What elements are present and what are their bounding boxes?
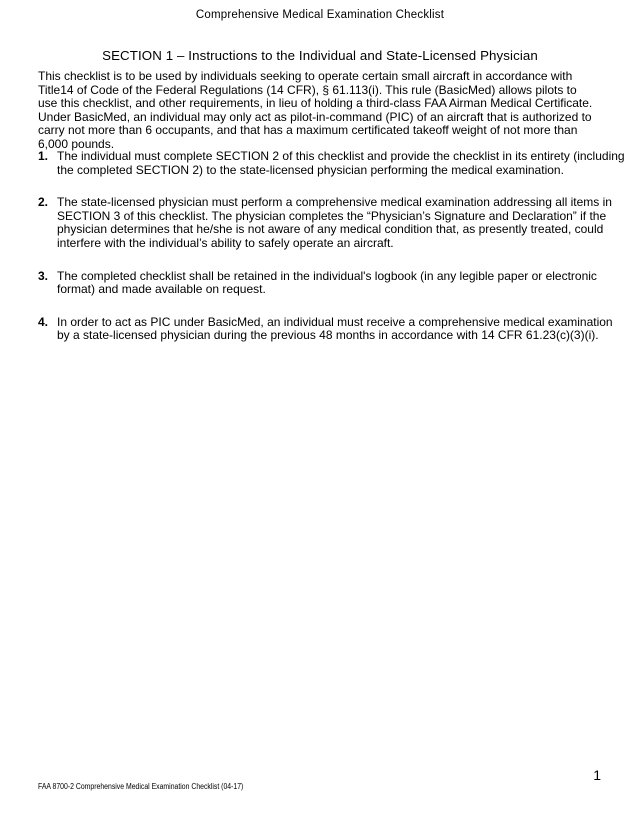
item-line: the completed SECTION 2) to the state-licensed physician performing the medical examination. (57, 162, 564, 177)
instruction-item-3 (38, 270, 608, 297)
intro-line: 6,000 pounds. (38, 136, 115, 151)
instruction-item-4 (38, 314, 613, 343)
instruction-item-2 (38, 195, 612, 250)
running-header: Comprehensive Medical Examination Checklist (195, 9, 445, 21)
item-line: by a state-licensed physician during the previous 48 months in accordance with 14 CFR 61.23(c)(3)(i). (57, 328, 599, 343)
item-line: interfere with the individual’s ability to safely operate an aircraft. (57, 235, 394, 250)
item-line: The state-licensed physician must perform a comprehensive medical examination addressing all items in (57, 195, 612, 210)
item-text (57, 196, 612, 250)
intro-paragraph (38, 69, 593, 152)
item-number: 2. (38, 195, 49, 210)
item-line: physician determines that he/she is not aware of any medical condition that, as presently treated, could (57, 222, 604, 237)
item-line: SECTION 3 of this checklist. The physician completes the “Physician’s Signature and Declaration” if the (57, 208, 607, 223)
item-line: The individual must complete SECTION 2 of this checklist and provide the checklist in its entirety (including (57, 149, 625, 163)
intro-line: This checklist is to be used by individuals seeking to operate certain small aircraft in accordance with (38, 69, 573, 83)
item-text (57, 150, 625, 177)
item-line: format) and made available on request. (57, 282, 266, 297)
intro-line: use this checklist, and other requirements, in lieu of holding a third-class FAA Airman Medical Certificate. (38, 96, 593, 111)
intro-line: Title14 of Code of the Federal Regulations (14 CFR), § 61.113(i). This rule (BasicMed) allows pilots to (38, 82, 577, 97)
form-footer: FAA 8700-2 Comprehensive Medical Examination Checklist (04-17) (38, 782, 244, 791)
instruction-list (38, 149, 625, 362)
intro-line: carry not more than 6 occupants, and that has a maximum certificated takeoff weight of not more than (38, 123, 578, 138)
item-number: 3. (38, 268, 49, 283)
item-text (57, 270, 608, 297)
item-line: The completed checklist shall be retained in the individual's logbook (in any legible paper or electronic (57, 268, 597, 283)
item-number: 4. (38, 314, 49, 329)
page-number: 1 (593, 767, 601, 783)
item-number: 1. (38, 149, 49, 163)
item-text (57, 316, 613, 343)
item-line: In order to act as PIC under BasicMed, an individual must receive a comprehensive medical examination (57, 314, 613, 329)
instruction-item-1 (38, 149, 625, 177)
intro-line: Under BasicMed, an individual may only act as pilot-in-command (PIC) of an aircraft that is authorized to (38, 109, 592, 124)
section-heading: SECTION 1 – Instructions to the Individual and State-Licensed Physician (102, 48, 538, 63)
